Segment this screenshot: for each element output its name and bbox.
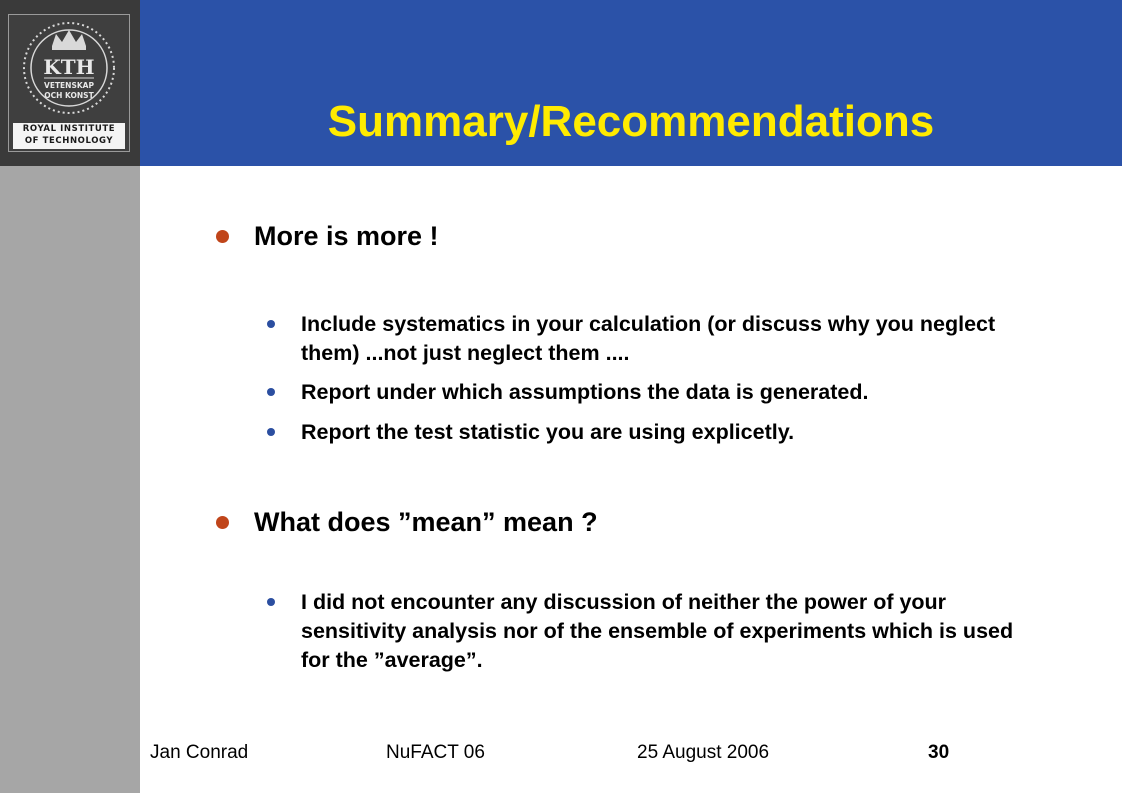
emblem-motto-line-2: OCH KONST bbox=[44, 91, 94, 100]
list-item-text: I did not encounter any discussion of neither the power of your sensitivity analysis nor of the ensemble of experiments which is used for the ”average”. bbox=[301, 590, 1014, 672]
logo-caption-line-2: OF TECHNOLOGY bbox=[24, 136, 114, 146]
footer-page-number: 30 bbox=[928, 742, 950, 763]
section-heading-more-is-more bbox=[216, 218, 1066, 254]
list-item-text: Include systematics in your calculation (or discuss why you neglect them) ...not just neglect them .... bbox=[301, 312, 996, 365]
sub-bullet-icon bbox=[267, 320, 275, 328]
sub-bullet-icon bbox=[267, 598, 275, 606]
sub-bullet-icon bbox=[267, 388, 275, 396]
emblem-motto-line-1: VETENSKAP bbox=[44, 81, 94, 90]
bullet-icon bbox=[216, 516, 229, 529]
list-item bbox=[267, 588, 1027, 675]
bullet-icon bbox=[216, 230, 229, 243]
section-heading-what-does-mean-mean bbox=[216, 504, 1066, 540]
section-heading-text: What does ”mean” mean ? bbox=[254, 507, 598, 537]
slide-title: Summary/Recommendations bbox=[327, 97, 935, 146]
list-item-text: Report the test statistic you are using explicetly. bbox=[301, 420, 795, 444]
slide-header bbox=[0, 0, 1122, 166]
logo-panel bbox=[0, 0, 140, 166]
list-item bbox=[267, 310, 1027, 368]
footer-date: 25 August 2006 bbox=[637, 742, 770, 763]
section-heading-text: More is more ! bbox=[254, 221, 439, 251]
footer-author: Jan Conrad bbox=[150, 742, 249, 763]
list-item-text: Report under which assumptions the data is generated. bbox=[301, 380, 869, 404]
emblem-kth-text: KTH bbox=[43, 55, 95, 79]
list-item bbox=[267, 378, 1027, 407]
list-item bbox=[267, 418, 1027, 447]
kth-logo bbox=[8, 14, 130, 152]
sub-bullet-icon bbox=[267, 428, 275, 436]
footer-event: NuFACT 06 bbox=[386, 742, 485, 763]
logo-caption bbox=[13, 123, 125, 149]
kth-emblem-icon bbox=[10, 16, 128, 120]
logo-caption-line-1: ROYAL INSTITUTE bbox=[22, 124, 116, 134]
